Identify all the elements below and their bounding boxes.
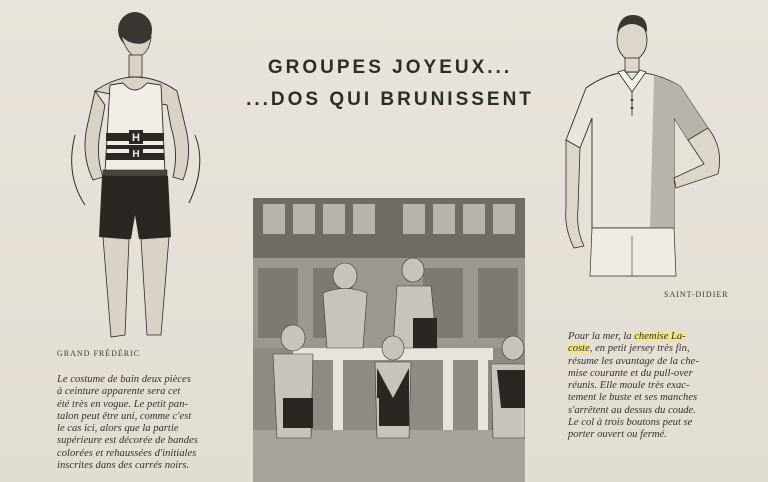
swimmer-illustration: [55, 5, 215, 345]
highlighted-text: coste: [568, 343, 590, 355]
right-line-2-text: , en petit jersey très fin,: [589, 343, 690, 355]
left-line: le cas ici, alors que la partie: [57, 423, 179, 435]
left-caption: GRAND FRÉDÉRIC: [57, 349, 141, 358]
highlighted-text: chemise La-: [634, 331, 686, 342]
group-photo: [253, 198, 525, 482]
right-line: résume les avantage de la che-: [568, 355, 699, 367]
title-line-1: GROUPES JOYEUX...: [267, 57, 513, 78]
left-line: été très en vogue. Le petit pan-: [57, 398, 188, 410]
left-line: Le costume de bain deux pièces: [57, 374, 191, 385]
right-line-1-text: Pour la mer, la: [568, 331, 635, 342]
title-line-2: ...DOS QUI BRUNISSENT: [246, 89, 534, 110]
right-line: s'arrêtent au dessus du coude.: [568, 404, 696, 416]
left-line: inscrites dans des carrés noirs.: [57, 460, 190, 472]
right-line: porter ouvert ou fermé.: [568, 429, 667, 441]
right-caption: SAINT-DIDIER: [664, 290, 729, 299]
page-title: [230, 52, 550, 116]
swimsuit-initial-2: H: [132, 149, 140, 160]
left-line: colorées et rehaussées d'initiales: [57, 447, 197, 459]
right-line: [568, 343, 736, 355]
right-line: réunis. Elle moule très exac-: [568, 380, 690, 392]
left-paragraph: [57, 374, 227, 472]
right-line: Le col à trois boutons peut se: [568, 417, 693, 429]
left-line: à ceinture apparente sera cet: [57, 386, 181, 398]
left-line: supérieure est décorée de bandes: [57, 435, 198, 447]
right-line: mise courante et du pull-over: [568, 367, 693, 379]
right-line: tement le buste et ses manches: [568, 392, 698, 404]
right-paragraph: [568, 331, 736, 442]
photo-scene: [253, 198, 525, 482]
left-line: talon peut être uni, comme c'est: [57, 410, 192, 422]
right-line: [568, 331, 736, 343]
swimsuit-initial: H: [132, 132, 140, 144]
polo-man-illustration: [558, 8, 728, 278]
